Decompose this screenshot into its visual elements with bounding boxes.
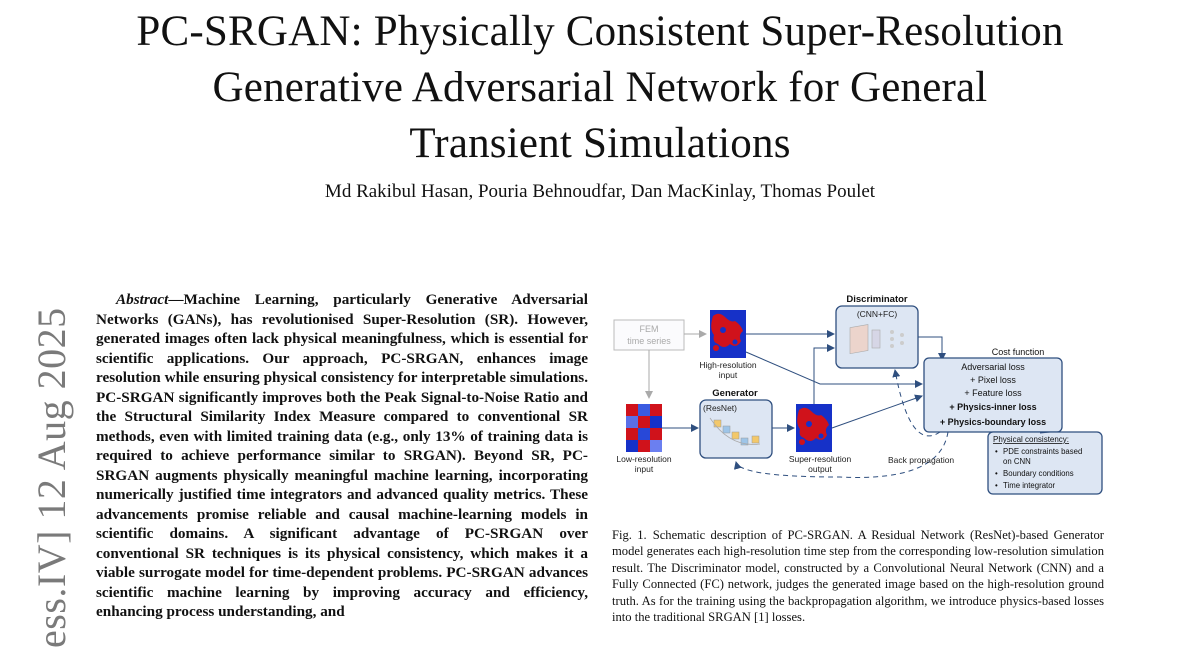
backprop-label: Back propagation [888,455,955,465]
abstract-text: —Machine Learning, particularly Generative Adversarial Networks (GANs), has revolutionised Super-Resolution (SR). However, generated images often lack physical meaningfulness, which is essential for scientific applications. Our approach, PC-SRGAN, enhances image resolution while ensuring physical consistency for interpretable simulations. PC-SRGAN significantly improves both the Peak Signal-to-Noise Ratio and the Structural Similarity Index Measure compared to conventional SR methods, even with limited training data (e.g., only 13% of training data is required to achieve performance similar to SRGAN). Beyond SR, PC-SRGAN augments physically meaningful machine learning, incorporating numerically justified time integrators and advanced quality metrics. These advancements promise reliable and causal machine-learning models in scientific domains. A significant advantage of PC-SRGAN over conventional SR techniques is its physical consistency, which makes it a viable surrogate model for time-dependent problems. PC-SRGAN advances scientific machine learning by improving accuracy and efficiency, enhancing process understanding, and [96,291,588,620]
abstract [96,290,588,622]
title-line-3: Transient Simulations [409,120,791,167]
hr-label: High-resolution [699,360,757,370]
abstract-paragraph [96,290,588,622]
figure-schematic [610,292,1115,502]
discriminator-box [836,294,918,368]
cost-title: Cost function [991,347,1045,357]
phys-title: Physical consistency: [993,435,1070,444]
abstract-label: Abstract [116,291,169,308]
generator-box [700,388,772,458]
title-line-2: Generative Adversarial Network for General [212,64,988,111]
title-line-1: PC-SRGAN: Physically Consistent Super-Resolution [136,8,1064,55]
lr-label: Low-resolution [616,454,672,464]
fem-box [614,320,684,350]
cost-item: Adversarial loss [961,362,1025,372]
fem-label: FEM [639,324,659,334]
cost-item: + Physics-boundary loss [939,417,1047,427]
lr-sub-label: input [634,464,654,474]
svg-text:•: • [995,481,998,490]
phys-item: on CNN [1003,457,1031,466]
high-resolution-field-image [710,310,746,358]
super-resolution-field-image [796,404,832,452]
arxiv-stamp: ess.IV] 12 Aug 2025 [29,307,74,648]
physical-consistency-box [988,432,1102,494]
generator-title: Generator [712,388,758,399]
cost-item: + Feature loss [964,388,1022,398]
svg-text:•: • [995,469,998,478]
cost-item: + Pixel loss [970,375,1016,385]
sr-to-cost-arrow [832,396,922,428]
caption-text: Schematic description of PC-SRGAN. A Residual Network (ResNet)-based Generator model generates each high-resolution time step from the corresponding low-resolution simulation result. The Discriminator model, constructed by a Convolutional Neural Network (CNN) and a Fully Connected (FC) network, judges the generated image based on the high-resolution ground truth. As for the training using the backpropagation algorithm, we introduce physics-based losses into the traditional SRGAN [1] losses. [612,528,1104,625]
figure-caption [612,527,1104,625]
fem-sub-label: time series [627,336,671,346]
sr-sub-label: output [808,464,832,474]
discriminator-subtitle: (CNN+FC) [856,309,898,319]
generator-subtitle: (ResNet) [702,403,738,413]
author-list: Md Rakibul Hasan, Pouria Behnoudfar, Dan MacKinlay, Thomas Poulet [324,181,876,202]
schematic-diagram [610,292,1115,502]
cost-function-box [924,347,1062,432]
cost-item: + Physics-inner loss [949,402,1037,412]
phys-item: Time integrator [1003,481,1056,490]
hr-sub-label: input [718,370,738,380]
svg-text:•: • [995,447,998,456]
discriminator-title: Discriminator [846,294,908,305]
phys-item: Boundary conditions [1003,469,1074,478]
discriminator-to-cost-arrow [918,337,942,360]
paper-title [0,4,1200,172]
sr-to-discriminator-arrow [814,348,834,404]
low-resolution-field-image [626,404,662,452]
phys-item: PDE constraints based [1003,447,1083,456]
sr-label: Super-resolution [788,454,852,464]
caption-label: Fig. 1. [612,528,647,542]
